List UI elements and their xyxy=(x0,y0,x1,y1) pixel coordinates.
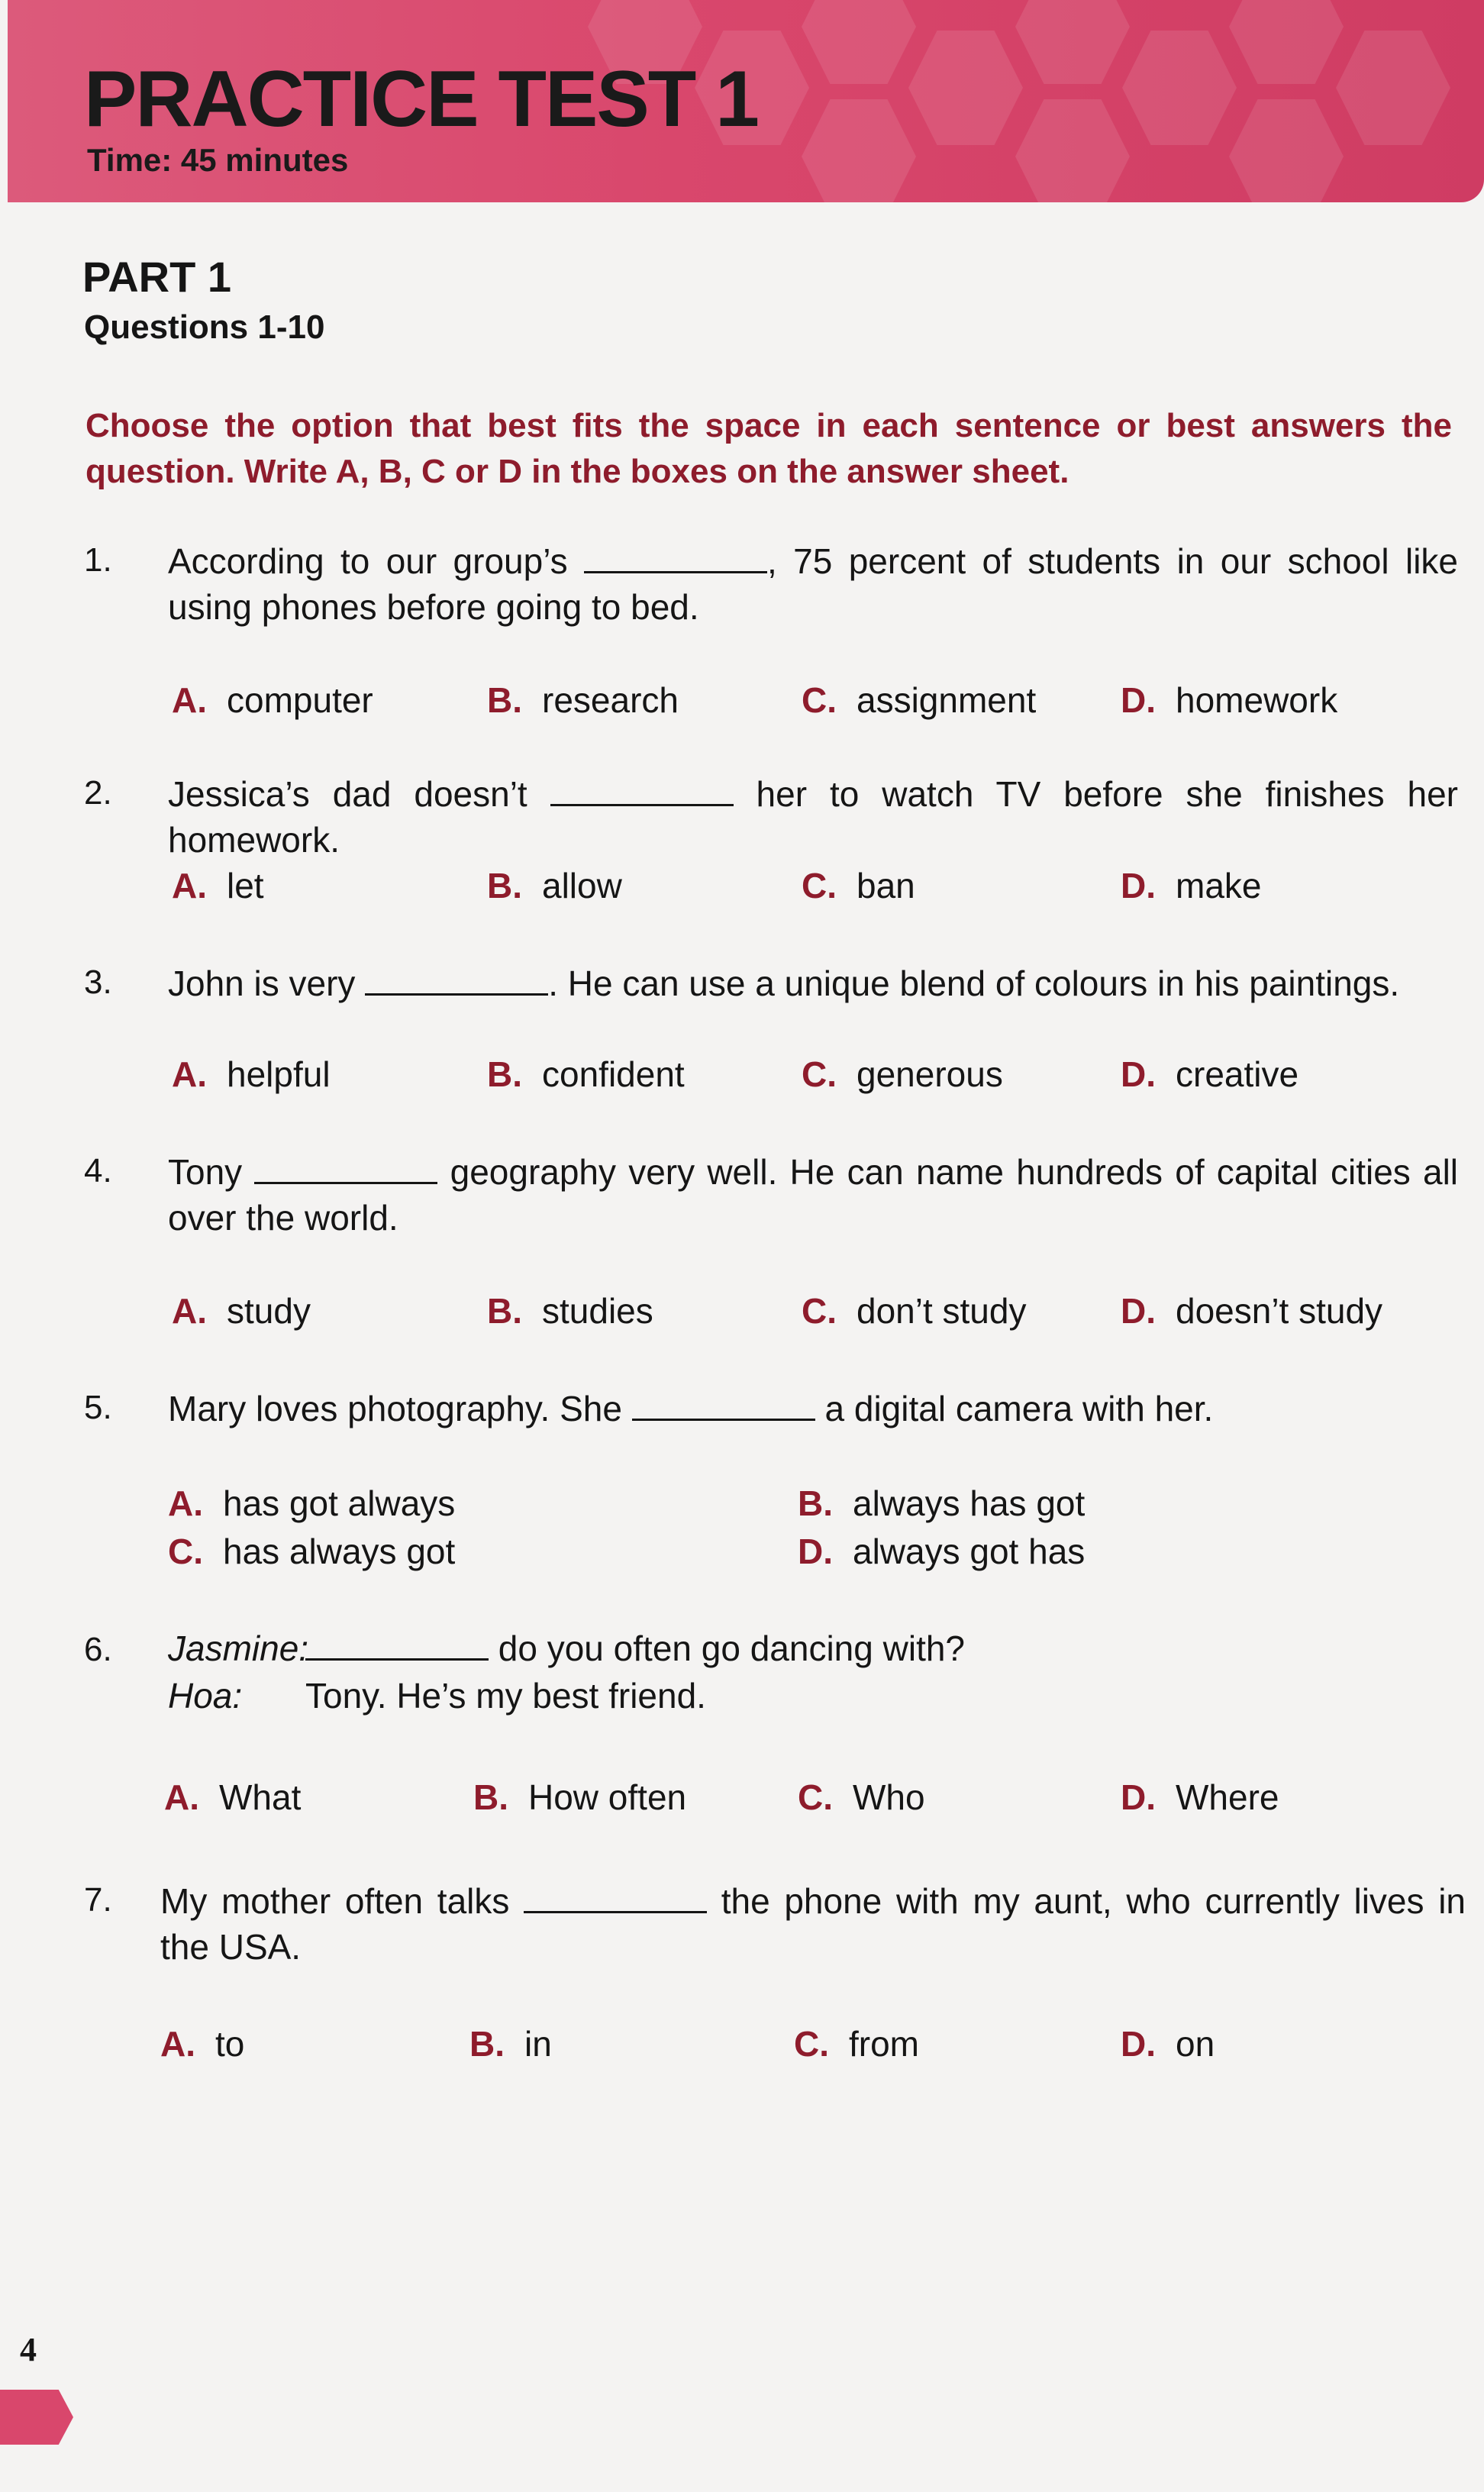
answer-blank xyxy=(524,1880,707,1913)
option-text: creative xyxy=(1176,1054,1299,1094)
option-text: from xyxy=(849,2024,919,2064)
hexagon-decoration xyxy=(1122,31,1237,145)
hexagon-decoration xyxy=(1229,99,1344,202)
option-text: study xyxy=(227,1291,311,1331)
question-text-before: Tony xyxy=(168,1152,243,1192)
option-letter: C. xyxy=(802,1291,837,1331)
option-letter: C. xyxy=(802,680,837,720)
question-text xyxy=(168,538,1458,630)
option-a[interactable] xyxy=(168,1483,455,1524)
option-letter: A. xyxy=(172,1054,207,1094)
option-letter: C. xyxy=(802,866,837,905)
option-c[interactable] xyxy=(802,1054,1003,1095)
option-c[interactable] xyxy=(168,1531,455,1572)
option-text: homework xyxy=(1176,680,1338,720)
option-text: helpful xyxy=(227,1054,331,1094)
question-text-after: , 75 percent of students in our school like using phones before going to bed. xyxy=(168,541,1459,627)
option-d[interactable] xyxy=(1121,1054,1298,1095)
time-limit: Time: 45 minutes xyxy=(87,142,349,178)
option-letter: A. xyxy=(160,2024,195,2064)
option-d[interactable] xyxy=(1121,2023,1215,2064)
page-number: 4 xyxy=(20,2331,37,2368)
answer-blank xyxy=(305,1628,489,1661)
hexagon-decoration xyxy=(1336,31,1450,145)
option-letter: A. xyxy=(172,680,207,720)
hexagon-decoration xyxy=(1015,99,1130,202)
option-text: to xyxy=(215,2024,245,2064)
option-text: make xyxy=(1176,866,1262,905)
question-number: 7. xyxy=(84,1881,112,1919)
question-text-before: John is very xyxy=(168,964,356,1003)
answer-blank xyxy=(632,1388,815,1421)
speaker-name: Hoa: xyxy=(168,1676,243,1716)
question-text xyxy=(160,1878,1466,1970)
option-letter: D. xyxy=(1121,680,1156,720)
option-letter: D. xyxy=(1121,1054,1156,1094)
answer-blank xyxy=(365,963,548,996)
option-text: How often xyxy=(528,1777,687,1817)
question-number: 6. xyxy=(84,1631,112,1668)
option-text: What xyxy=(219,1777,302,1817)
option-text: has got always xyxy=(223,1483,456,1523)
option-text: don’t study xyxy=(857,1291,1027,1331)
option-a[interactable] xyxy=(172,1290,311,1332)
option-text: research xyxy=(542,680,679,720)
option-d[interactable] xyxy=(1121,1290,1382,1332)
option-letter: B. xyxy=(469,2024,505,2064)
option-letter: C. xyxy=(798,1777,833,1817)
question-text-before: Mary loves photography. She xyxy=(168,1389,622,1428)
option-letter: C. xyxy=(802,1054,837,1094)
option-text: assignment xyxy=(857,680,1037,720)
option-letter: D. xyxy=(798,1532,833,1571)
hexagon-decoration xyxy=(802,0,916,84)
question-text-before: My mother often talks xyxy=(160,1881,510,1921)
part-title: PART 1 xyxy=(82,253,231,301)
option-d[interactable] xyxy=(1121,865,1261,906)
option-text: generous xyxy=(857,1054,1003,1094)
question-text-after: geography very well. He can name hundreds of capital cities all over the world. xyxy=(168,1152,1459,1238)
option-text: Where xyxy=(1176,1777,1279,1817)
question-number: 3. xyxy=(84,964,112,1001)
option-c[interactable] xyxy=(802,679,1036,721)
option-letter: B. xyxy=(487,1054,522,1094)
option-c[interactable] xyxy=(802,1290,1026,1332)
option-text: has always got xyxy=(223,1532,456,1571)
option-text: allow xyxy=(542,866,622,905)
instructions: Choose the option that best fits the space in each sentence or best answers the question. Write A, B, C or D in the boxes on the answer sheet. xyxy=(85,407,1452,490)
page-tab-decoration xyxy=(0,2390,73,2445)
dialog-line-text: do you often go dancing with? xyxy=(498,1629,966,1668)
answer-blank xyxy=(584,541,767,573)
question-number: 5. xyxy=(84,1389,112,1426)
dialog-line: Tony. He’s my best friend. xyxy=(305,1676,706,1716)
option-b[interactable] xyxy=(487,1054,685,1095)
option-a[interactable] xyxy=(164,1777,301,1818)
option-letter: C. xyxy=(168,1532,203,1571)
option-a[interactable] xyxy=(172,679,373,721)
option-letter: B. xyxy=(798,1483,833,1523)
option-d[interactable] xyxy=(1121,679,1337,721)
question-text-after: . He can use a unique blend of colours in his paintings. xyxy=(548,964,1400,1003)
question-text-after: her to watch TV before she finishes her homework. xyxy=(168,774,1458,860)
option-text: ban xyxy=(857,866,915,905)
option-b[interactable] xyxy=(798,1483,1085,1524)
option-text: in xyxy=(524,2024,552,2064)
option-text: confident xyxy=(542,1054,685,1094)
option-letter: A. xyxy=(164,1777,199,1817)
option-letter: A. xyxy=(172,866,207,905)
option-b[interactable] xyxy=(469,2023,552,2064)
option-letter: A. xyxy=(168,1483,203,1523)
option-letter: B. xyxy=(487,1291,522,1331)
dialog-line xyxy=(305,1628,965,1669)
option-letter: D. xyxy=(1121,1777,1156,1817)
option-text: doesn’t study xyxy=(1176,1291,1383,1331)
option-letter: C. xyxy=(794,2024,829,2064)
question-text-after: a digital camera with her. xyxy=(824,1389,1214,1428)
option-b[interactable] xyxy=(487,865,622,906)
option-a[interactable] xyxy=(172,1054,331,1095)
hexagon-decoration xyxy=(1015,0,1130,84)
question-text-after: the phone with my aunt, who currently lives in the USA. xyxy=(160,1881,1466,1967)
option-text: studies xyxy=(542,1291,653,1331)
option-letter: A. xyxy=(172,1291,207,1331)
option-d[interactable] xyxy=(1121,1777,1279,1818)
option-a[interactable] xyxy=(160,2023,244,2064)
option-c[interactable] xyxy=(794,2023,919,2064)
hexagon-decoration xyxy=(908,31,1023,145)
option-text: computer xyxy=(227,680,373,720)
option-c[interactable] xyxy=(798,1777,925,1818)
hexagon-decoration xyxy=(802,99,916,202)
option-letter: B. xyxy=(473,1777,508,1817)
option-letter: B. xyxy=(487,866,522,905)
option-text: Who xyxy=(853,1777,925,1817)
speaker-name: Jasmine: xyxy=(168,1629,309,1668)
option-letter: D. xyxy=(1121,2024,1156,2064)
question-text xyxy=(168,960,1458,1006)
questions-range: Questions 1-10 xyxy=(84,308,325,346)
question-text xyxy=(168,1149,1458,1241)
question-number: 2. xyxy=(84,774,112,812)
page-title: PRACTICE TEST 1 xyxy=(84,55,758,144)
option-letter: D. xyxy=(1121,1291,1156,1331)
question-text-before: Jessica’s dad doesn’t xyxy=(168,774,527,814)
option-text: always has got xyxy=(853,1483,1086,1523)
option-a[interactable] xyxy=(172,865,264,906)
option-b[interactable] xyxy=(487,679,679,721)
option-b[interactable] xyxy=(473,1777,686,1818)
option-letter: B. xyxy=(487,680,522,720)
question-number: 4. xyxy=(84,1152,112,1190)
option-c[interactable] xyxy=(802,865,915,906)
option-text: always got has xyxy=(853,1532,1086,1571)
question-number: 1. xyxy=(84,541,112,579)
answer-blank xyxy=(254,1151,437,1184)
hexagon-decoration xyxy=(1229,0,1344,84)
option-d[interactable] xyxy=(798,1531,1085,1572)
question-text xyxy=(168,771,1458,863)
question-text-before: According to our group’s xyxy=(168,541,568,581)
option-text: on xyxy=(1176,2024,1215,2064)
question-text xyxy=(168,1386,1458,1432)
option-b[interactable] xyxy=(487,1290,653,1332)
answer-blank xyxy=(550,773,734,806)
option-letter: D. xyxy=(1121,866,1156,905)
option-text: let xyxy=(227,866,264,905)
